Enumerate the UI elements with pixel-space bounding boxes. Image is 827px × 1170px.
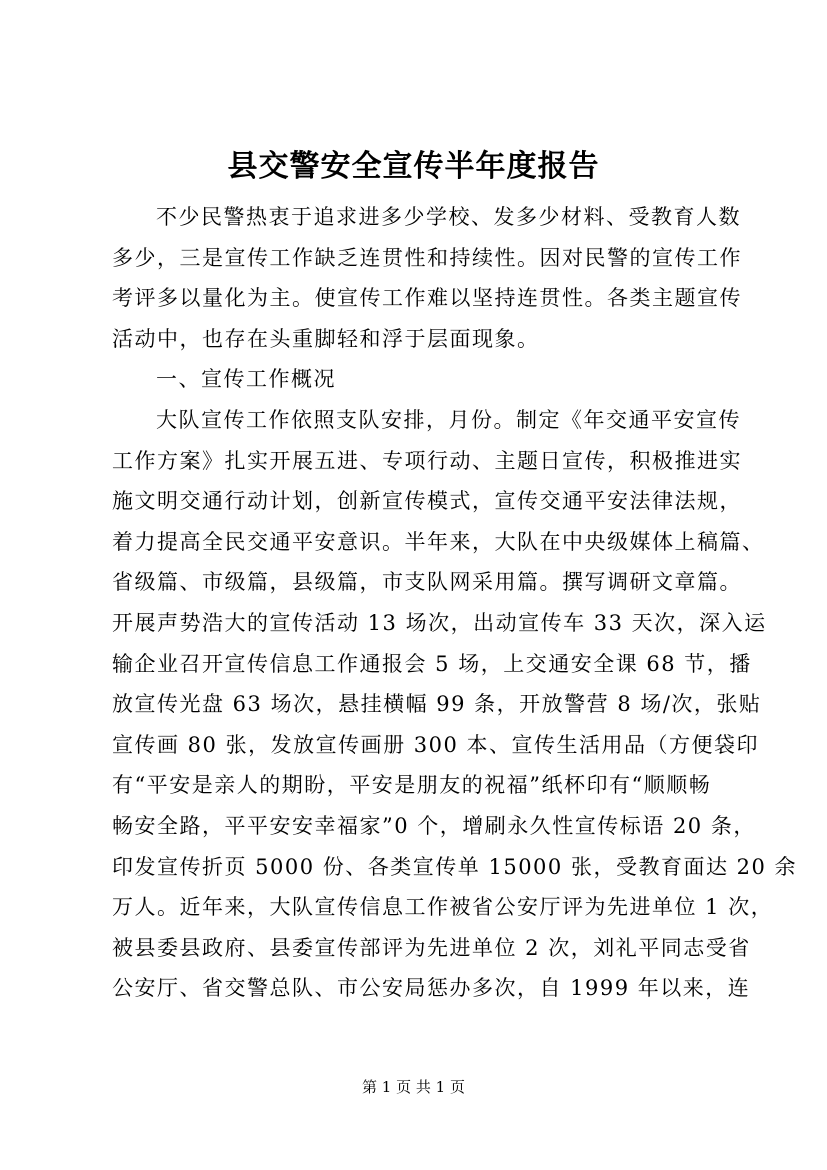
- text-line: 输企业召开宣传信息工作通报会 5 场，上交通安全课 68 节，播: [112, 651, 752, 676]
- text-line: 有“平安是亲人的期盼，平安是朋友的祝福”纸杯印有“顺顺畅: [112, 773, 712, 798]
- text-line: 畅安全路，平平安安幸福家”0 个，增刷永久性宣传标语 20 条，: [112, 813, 756, 838]
- page-number-footer: 第 1 页 共 1 页: [362, 1078, 465, 1096]
- text-line: 放宣传光盘 63 场次，悬挂横幅 99 条，开放警营 8 场/次，张贴: [112, 692, 762, 717]
- text-line: 万人。近年来，大队宣传信息工作被省公安厅评为先进单位 1 次，: [112, 895, 774, 920]
- text-line: 着力提高全民交通平安意识。半年来，大队在中央级媒体上稿篇、: [112, 529, 765, 554]
- text-line: 省级篇、市级篇，县级篇，市支队网采用篇。撰写调研文章篇。: [112, 570, 742, 595]
- text-line: 印发宣传折页 5000 份、各类宣传单 15000 张，受教育面达 20 余: [112, 854, 798, 879]
- text-line: 施文明交通行动计划，创新宣传模式，宣传交通平安法律法规，: [112, 489, 742, 514]
- text-line: 工作方案》扎实开展五进、专项行动、主题日宣传，积极推进实: [112, 448, 742, 473]
- text-line: 考评多以量化为主。使宣传工作难以坚持连贯性。各类主题宣传: [112, 286, 742, 311]
- text-line: 多少，三是宣传工作缺乏连贯性和持续性。因对民警的宣传工作: [112, 245, 742, 270]
- text-line: 不少民警热衷于追求进多少学校、发多少材料、受教育人数: [156, 205, 741, 229]
- text-line: 被县委县政府、县委宣传部评为先进单位 2 次，刘礼平同志受省: [112, 935, 751, 960]
- section-heading: 一、宣传工作概况: [156, 367, 336, 392]
- text-line: 公安厅、省交警总队、市公安局惩办多次，自 1999 年以来，连: [112, 976, 751, 1001]
- document-title: 县交警安全宣传半年度报告: [227, 149, 600, 184]
- text-line: 开展声势浩大的宣传活动 13 场次，出动宣传车 33 天次，深入运: [112, 610, 767, 635]
- text-line: 宣传画 80 张，发放宣传画册 300 本、宣传生活用品（方便袋印: [112, 732, 760, 757]
- text-line: 大队宣传工作依照支队安排，月份。制定《年交通平安宣传: [156, 407, 741, 432]
- text-line: 活动中，也存在头重脚轻和浮于层面现象。: [112, 326, 540, 351]
- document-body: [112, 197, 798, 1009]
